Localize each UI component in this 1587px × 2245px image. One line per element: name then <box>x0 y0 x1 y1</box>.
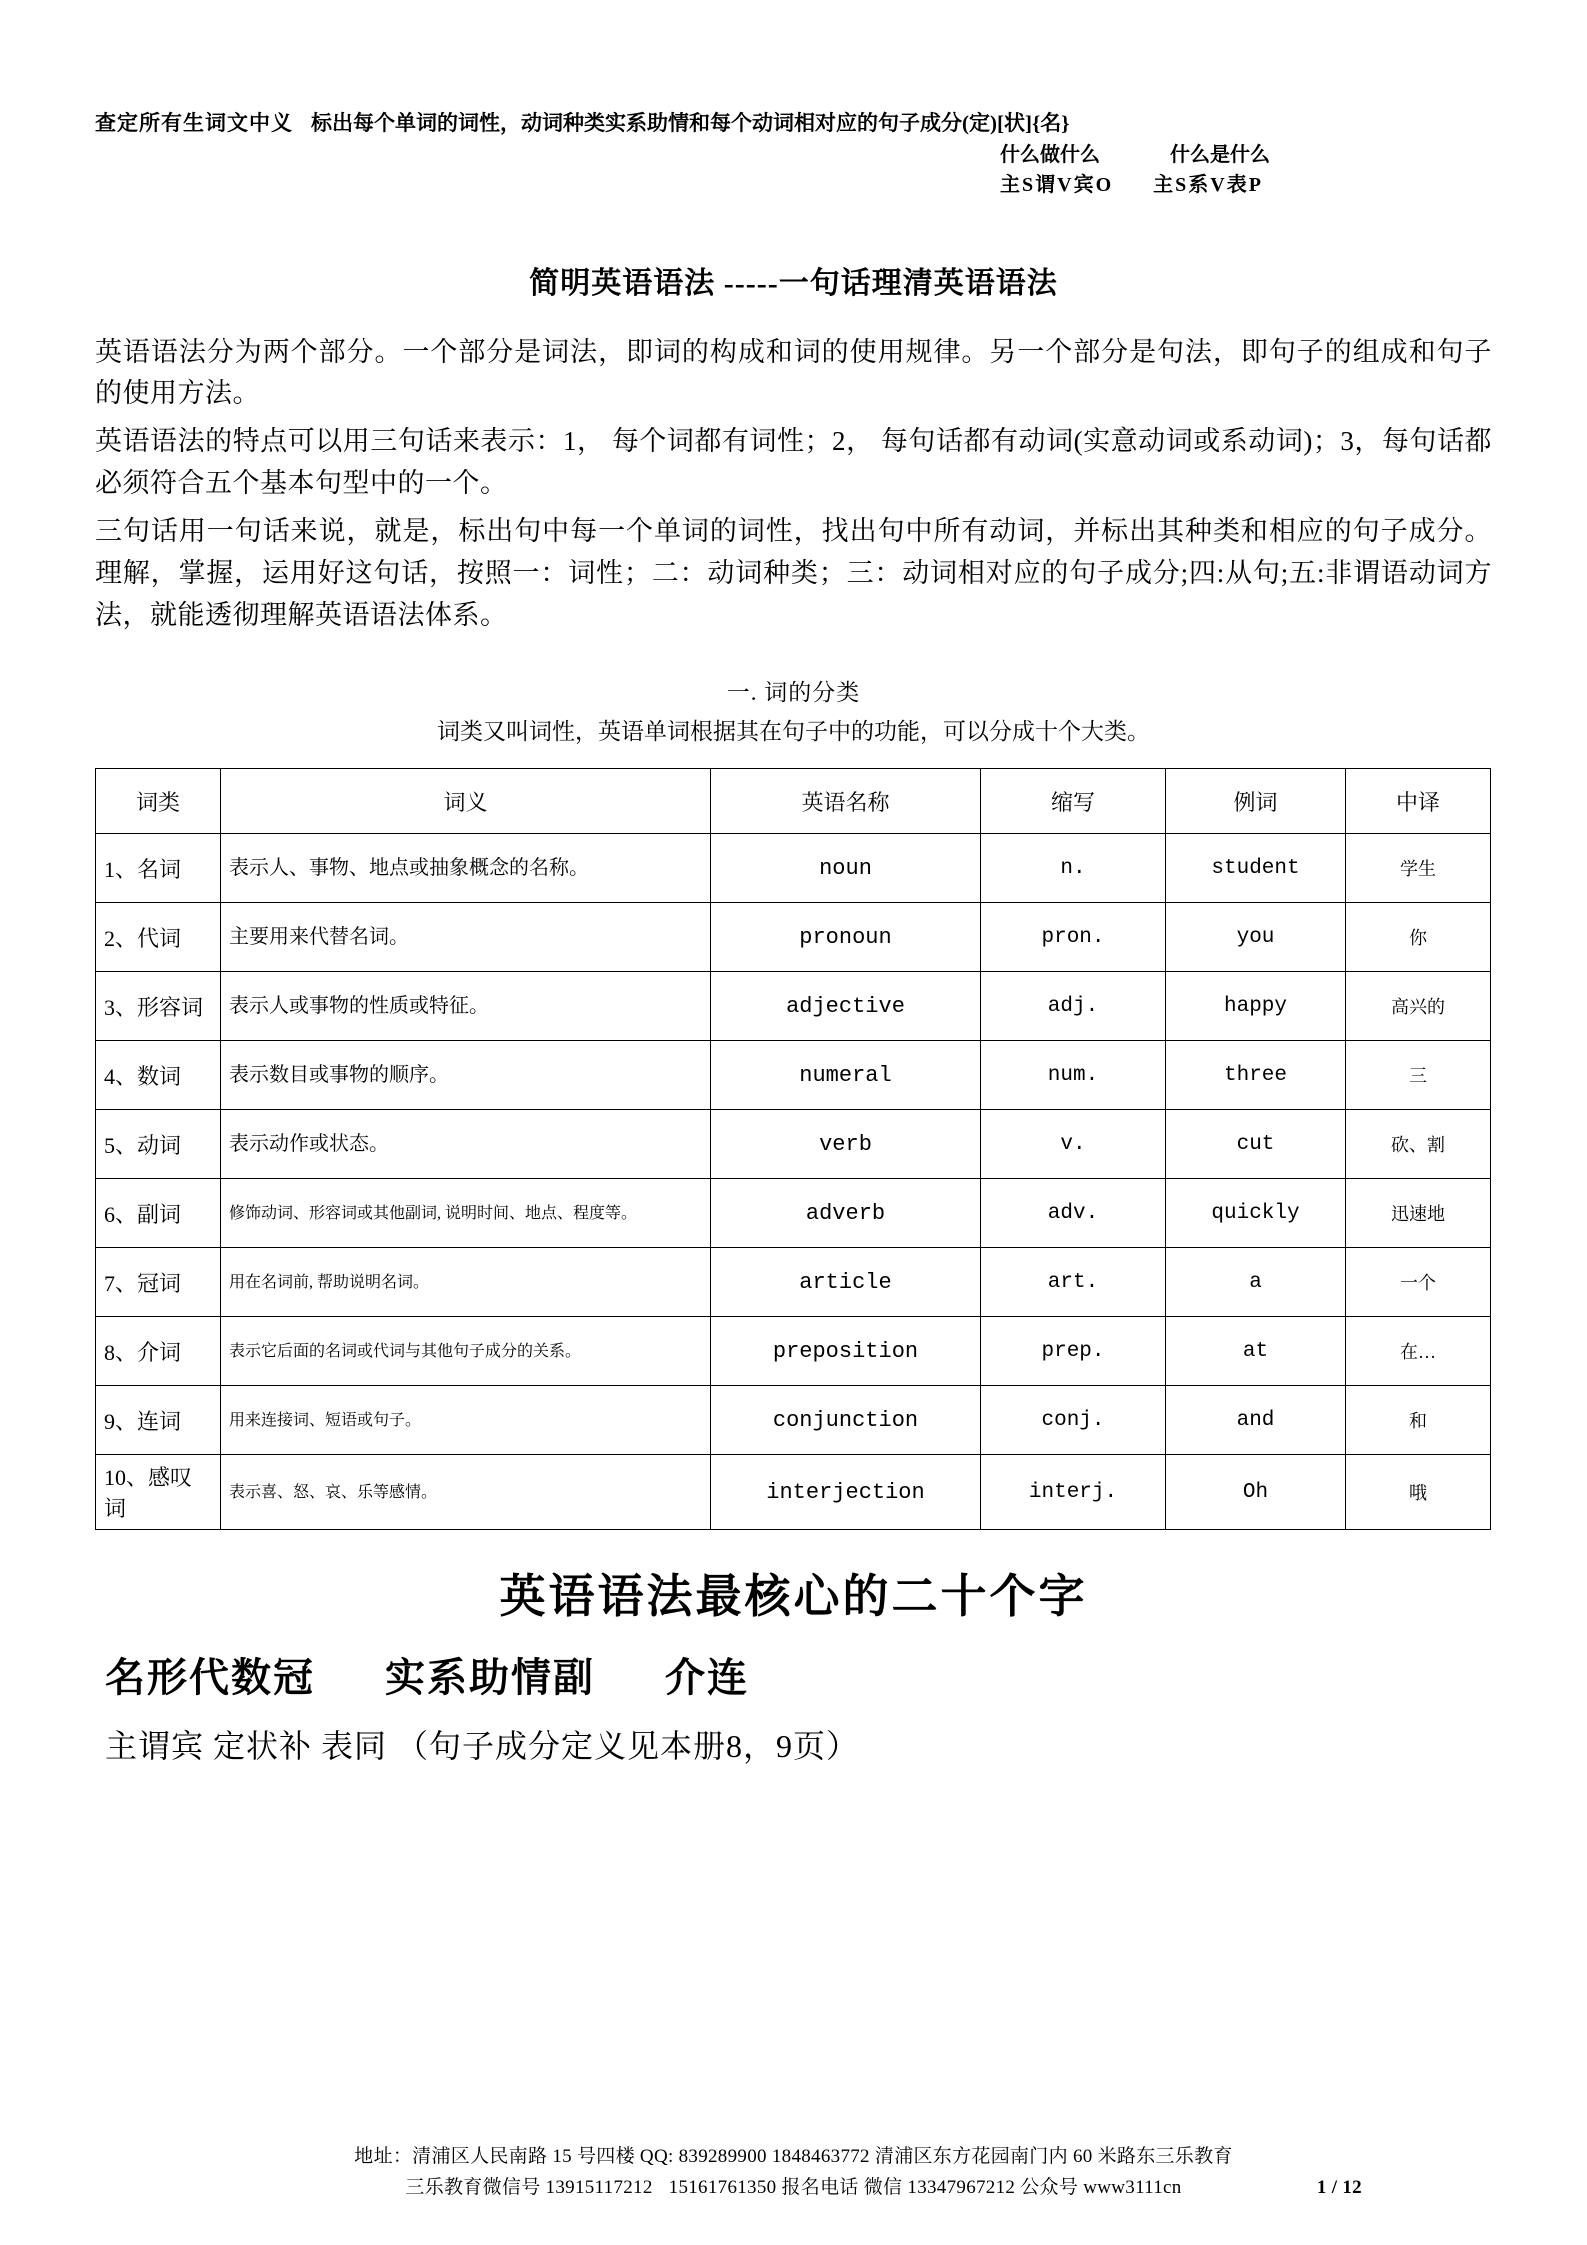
page-footer <box>95 2142 1492 2203</box>
cell-definition: 表示它后面的名词或代词与其他句子成分的关系。 <box>221 1317 711 1386</box>
cell-definition: 用在名词前, 帮助说明名词。 <box>221 1248 711 1317</box>
cell-english-name: verb <box>711 1110 981 1179</box>
top-note-line2-right: 什么是什么 <box>1170 143 1270 166</box>
cell-definition: 表示动作或状态。 <box>221 1110 711 1179</box>
cell-english-name: interjection <box>711 1455 981 1530</box>
cell-chinese: 三 <box>1346 1041 1491 1110</box>
table-row <box>96 1110 1491 1179</box>
top-note-segment-2: 标出每个单词的词性，动词种类实系助情和每个动词相对应的句子成分(定)[状]{名} <box>311 111 1070 135</box>
cell-word-class: 4、数词 <box>96 1041 221 1110</box>
cell-definition: 表示人或事物的性质或特征。 <box>221 972 711 1041</box>
table-header-row <box>96 769 1491 834</box>
parts-of-speech-table <box>95 768 1491 1530</box>
footer-line-2 <box>95 2173 1492 2203</box>
cell-chinese: 和 <box>1346 1386 1491 1455</box>
table-row <box>96 1386 1491 1455</box>
section-heading: 一. 词的分类 <box>726 680 861 706</box>
cell-definition: 表示喜、怒、哀、乐等感情。 <box>221 1455 711 1530</box>
cell-word-class: 10、感叹词 <box>96 1455 221 1530</box>
page-title: 简明英语语法 -----一句话理清英语语法 <box>529 266 1058 300</box>
footer-wechat-id: 三乐教育微信号 13915117212 <box>405 2176 653 2198</box>
cell-chinese: 你 <box>1346 903 1491 972</box>
cell-definition: 表示数目或事物的顺序。 <box>221 1041 711 1110</box>
top-note-line-1 <box>95 108 1492 140</box>
cell-word-class: 3、形容词 <box>96 972 221 1041</box>
paragraph-3: 三句话用一句话来说，就是，标出句中每一个单词的词性，找出句中所有动词，并标出其种类和相应的句子成分。理解，掌握，运用好这句话，按照一：词性；二：动词种类；三：动词相对应的句子成分;四:从句;五:非谓语动词方法，就能透彻理解英语语法体系。 <box>95 515 1492 630</box>
cell-definition: 主要用来代替名词。 <box>221 903 711 972</box>
paragraph-1: 英语语法分为两个部分。一个部分是词法，即词的构成和词的使用规律。另一个部分是句法，即句子的组成和句子的使用方法。 <box>95 336 1492 409</box>
cell-english-name: numeral <box>711 1041 981 1110</box>
cell-chinese: 砍、割 <box>1346 1110 1491 1179</box>
table-header-cell: 英语名称 <box>711 769 981 834</box>
cell-abbreviation: num. <box>981 1041 1166 1110</box>
cell-definition: 用来连接词、短语或句子。 <box>221 1386 711 1455</box>
cell-definition: 表示人、事物、地点或抽象概念的名称。 <box>221 834 711 903</box>
cell-abbreviation: art. <box>981 1248 1166 1317</box>
cell-english-name: pronoun <box>711 903 981 972</box>
cell-abbreviation: pron. <box>981 903 1166 972</box>
core-group-1: 名形代数冠 <box>105 1655 315 1701</box>
cell-english-name: adverb <box>711 1179 981 1248</box>
cell-english-name: noun <box>711 834 981 903</box>
cell-abbreviation: adj. <box>981 972 1166 1041</box>
cell-example: and <box>1166 1386 1346 1455</box>
page-number: 1 / 12 <box>1316 2176 1362 2198</box>
cell-english-name: adjective <box>711 972 981 1041</box>
cell-word-class: 8、介词 <box>96 1317 221 1386</box>
top-note-line3-right: 主S系V表P <box>1153 173 1263 196</box>
cell-example: at <box>1166 1317 1346 1386</box>
table-row <box>96 972 1491 1041</box>
cell-word-class: 6、副词 <box>96 1179 221 1248</box>
cell-word-class: 2、代词 <box>96 903 221 972</box>
table-row <box>96 1179 1491 1248</box>
cell-chinese: 哦 <box>1346 1455 1491 1530</box>
core-line-1 <box>95 1646 1492 1703</box>
top-note-line3-left: 主S谓V宾O <box>1000 173 1114 196</box>
cell-example: cut <box>1166 1110 1346 1179</box>
cell-chinese: 学生 <box>1346 834 1491 903</box>
top-handwritten-notes <box>95 108 1492 200</box>
cell-abbreviation: v. <box>981 1110 1166 1179</box>
footer-contact-info: 15161761350 报名电话 微信 13347967212 公众号 www3111cn <box>668 2176 1182 2198</box>
table-row <box>96 1248 1491 1317</box>
core-group-3: 介连 <box>665 1655 749 1701</box>
cell-example: Oh <box>1166 1455 1346 1530</box>
cell-example: three <box>1166 1041 1346 1110</box>
cell-example: you <box>1166 903 1346 972</box>
top-note-line-2 <box>1000 140 1492 170</box>
cell-abbreviation: interj. <box>981 1455 1166 1530</box>
core-group-2: 实系助情副 <box>385 1655 595 1701</box>
cell-chinese: 在… <box>1346 1317 1491 1386</box>
cell-english-name: article <box>711 1248 981 1317</box>
table-header-cell: 词义 <box>221 769 711 834</box>
top-note-line2-left: 什么做什么 <box>1000 143 1100 166</box>
cell-word-class: 7、冠词 <box>96 1248 221 1317</box>
cell-example: quickly <box>1166 1179 1346 1248</box>
core-title: 英语语法最核心的二十个字 <box>499 1571 1088 1623</box>
cell-word-class: 5、动词 <box>96 1110 221 1179</box>
cell-chinese: 高兴的 <box>1346 972 1491 1041</box>
table-header-cell: 例词 <box>1166 769 1346 834</box>
cell-english-name: conjunction <box>711 1386 981 1455</box>
cell-abbreviation: n. <box>981 834 1166 903</box>
cell-example: a <box>1166 1248 1346 1317</box>
table-row <box>96 834 1491 903</box>
paragraph-2: 英语语法的特点可以用三句话来表示：1， 每个词都有词性；2， 每句话都有动词(实意动词或系动词)；3，每句话都必须符合五个基本句型中的一个。 <box>95 426 1492 499</box>
table-header-cell: 词类 <box>96 769 221 834</box>
cell-definition: 修饰动词、形容词或其他副词, 说明时间、地点、程度等。 <box>221 1179 711 1248</box>
table-row <box>96 1455 1491 1530</box>
cell-example: happy <box>1166 972 1346 1041</box>
footer-line-1: 地址：清浦区人民南路 15 号四楼 QQ: 839289900 1848463772 清浦区东方花园南门内 60 米路东三乐教育 <box>354 2146 1233 2168</box>
cell-english-name: preposition <box>711 1317 981 1386</box>
table-row <box>96 1317 1491 1386</box>
cell-chinese: 一个 <box>1346 1248 1491 1317</box>
top-note-segment-1: 查定所有生词文中义 <box>95 111 293 135</box>
cell-word-class: 1、名词 <box>96 834 221 903</box>
cell-abbreviation: adv. <box>981 1179 1166 1248</box>
top-note-line-3 <box>1000 170 1492 200</box>
table-row <box>96 1041 1491 1110</box>
core-line-2: 主谓宾 定状补 表同 （句子成分定义见本册8，9页） <box>105 1728 860 1765</box>
table-row <box>96 903 1491 972</box>
cell-abbreviation: conj. <box>981 1386 1166 1455</box>
cell-example: student <box>1166 834 1346 903</box>
cell-abbreviation: prep. <box>981 1317 1166 1386</box>
table-header-cell: 中译 <box>1346 769 1491 834</box>
section-subheading: 词类又叫词性，英语单词根据其在句子中的功能，可以分成十个大类。 <box>437 719 1150 745</box>
cell-word-class: 9、连词 <box>96 1386 221 1455</box>
table-header-cell: 缩写 <box>981 769 1166 834</box>
cell-chinese: 迅速地 <box>1346 1179 1491 1248</box>
